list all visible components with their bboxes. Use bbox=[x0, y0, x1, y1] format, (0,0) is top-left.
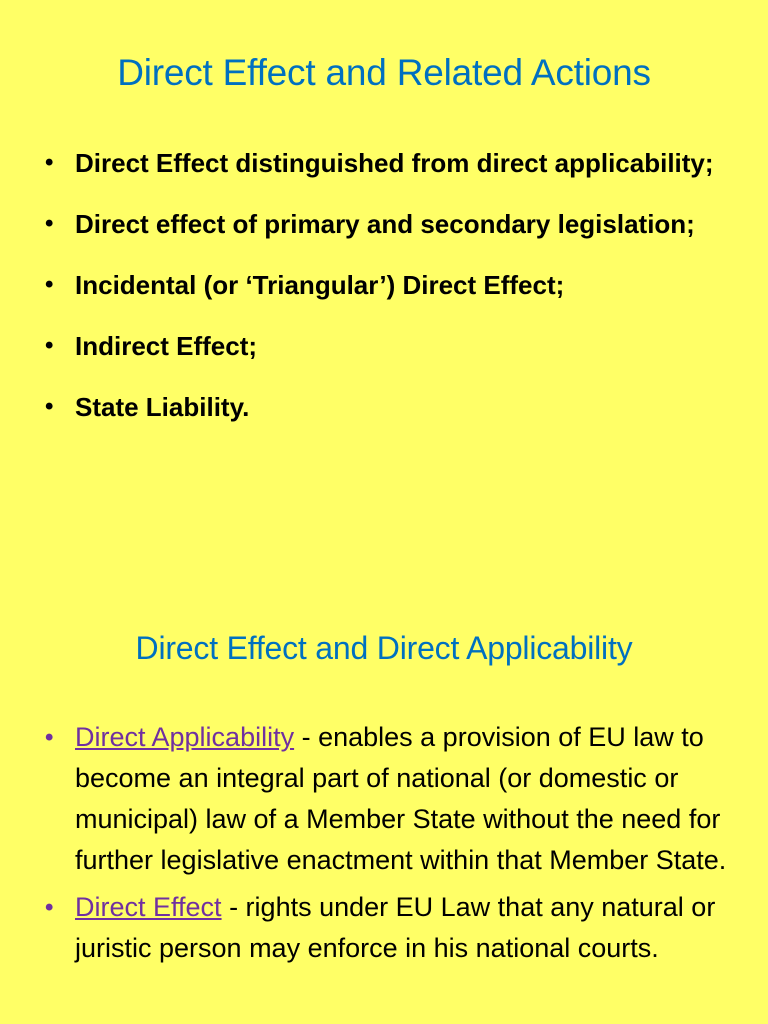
bullet-icon: • bbox=[45, 393, 54, 420]
list-item-text: Incidental (or ‘Triangular’) Direct Effect; bbox=[75, 270, 565, 300]
slide-title-direct-applicability: Direct Effect and Direct Applicability bbox=[135, 630, 633, 666]
bullet-icon: • bbox=[45, 724, 54, 751]
list-item bbox=[45, 265, 735, 305]
direct-effect-link[interactable]: Direct Effect bbox=[75, 892, 222, 922]
slide-title-related-actions: Direct Effect and Related Actions bbox=[117, 52, 651, 93]
related-actions-list bbox=[45, 143, 735, 448]
bullet-icon: • bbox=[45, 210, 54, 237]
bullet-icon: • bbox=[45, 149, 54, 176]
definitions-list bbox=[45, 717, 745, 975]
definition-item-direct-applicability bbox=[45, 717, 745, 881]
list-item bbox=[45, 143, 735, 183]
list-item bbox=[45, 326, 735, 366]
definition-text: - rights under EU Law that any natural or juristic person may enforce in his national courts. bbox=[75, 892, 716, 963]
definition-text: - enables a provision of EU law to become an integral part of national (or domestic or municipal) law of a Member State without the need for further legislative enactment within that Member State. bbox=[75, 722, 727, 875]
definition-item-direct-effect bbox=[45, 887, 745, 969]
direct-applicability-link[interactable]: Direct Applicability bbox=[75, 722, 295, 752]
list-item-text: State Liability. bbox=[75, 392, 250, 422]
list-item-text: Direct effect of primary and secondary legislation; bbox=[75, 209, 695, 239]
list-item bbox=[45, 204, 735, 244]
list-item-text: Direct Effect distinguished from direct applicability; bbox=[75, 148, 714, 178]
bullet-icon: • bbox=[45, 332, 54, 359]
list-item bbox=[45, 387, 735, 427]
bullet-icon: • bbox=[45, 894, 54, 921]
list-item-text: Indirect Effect; bbox=[75, 331, 258, 361]
bullet-icon: • bbox=[45, 271, 54, 298]
